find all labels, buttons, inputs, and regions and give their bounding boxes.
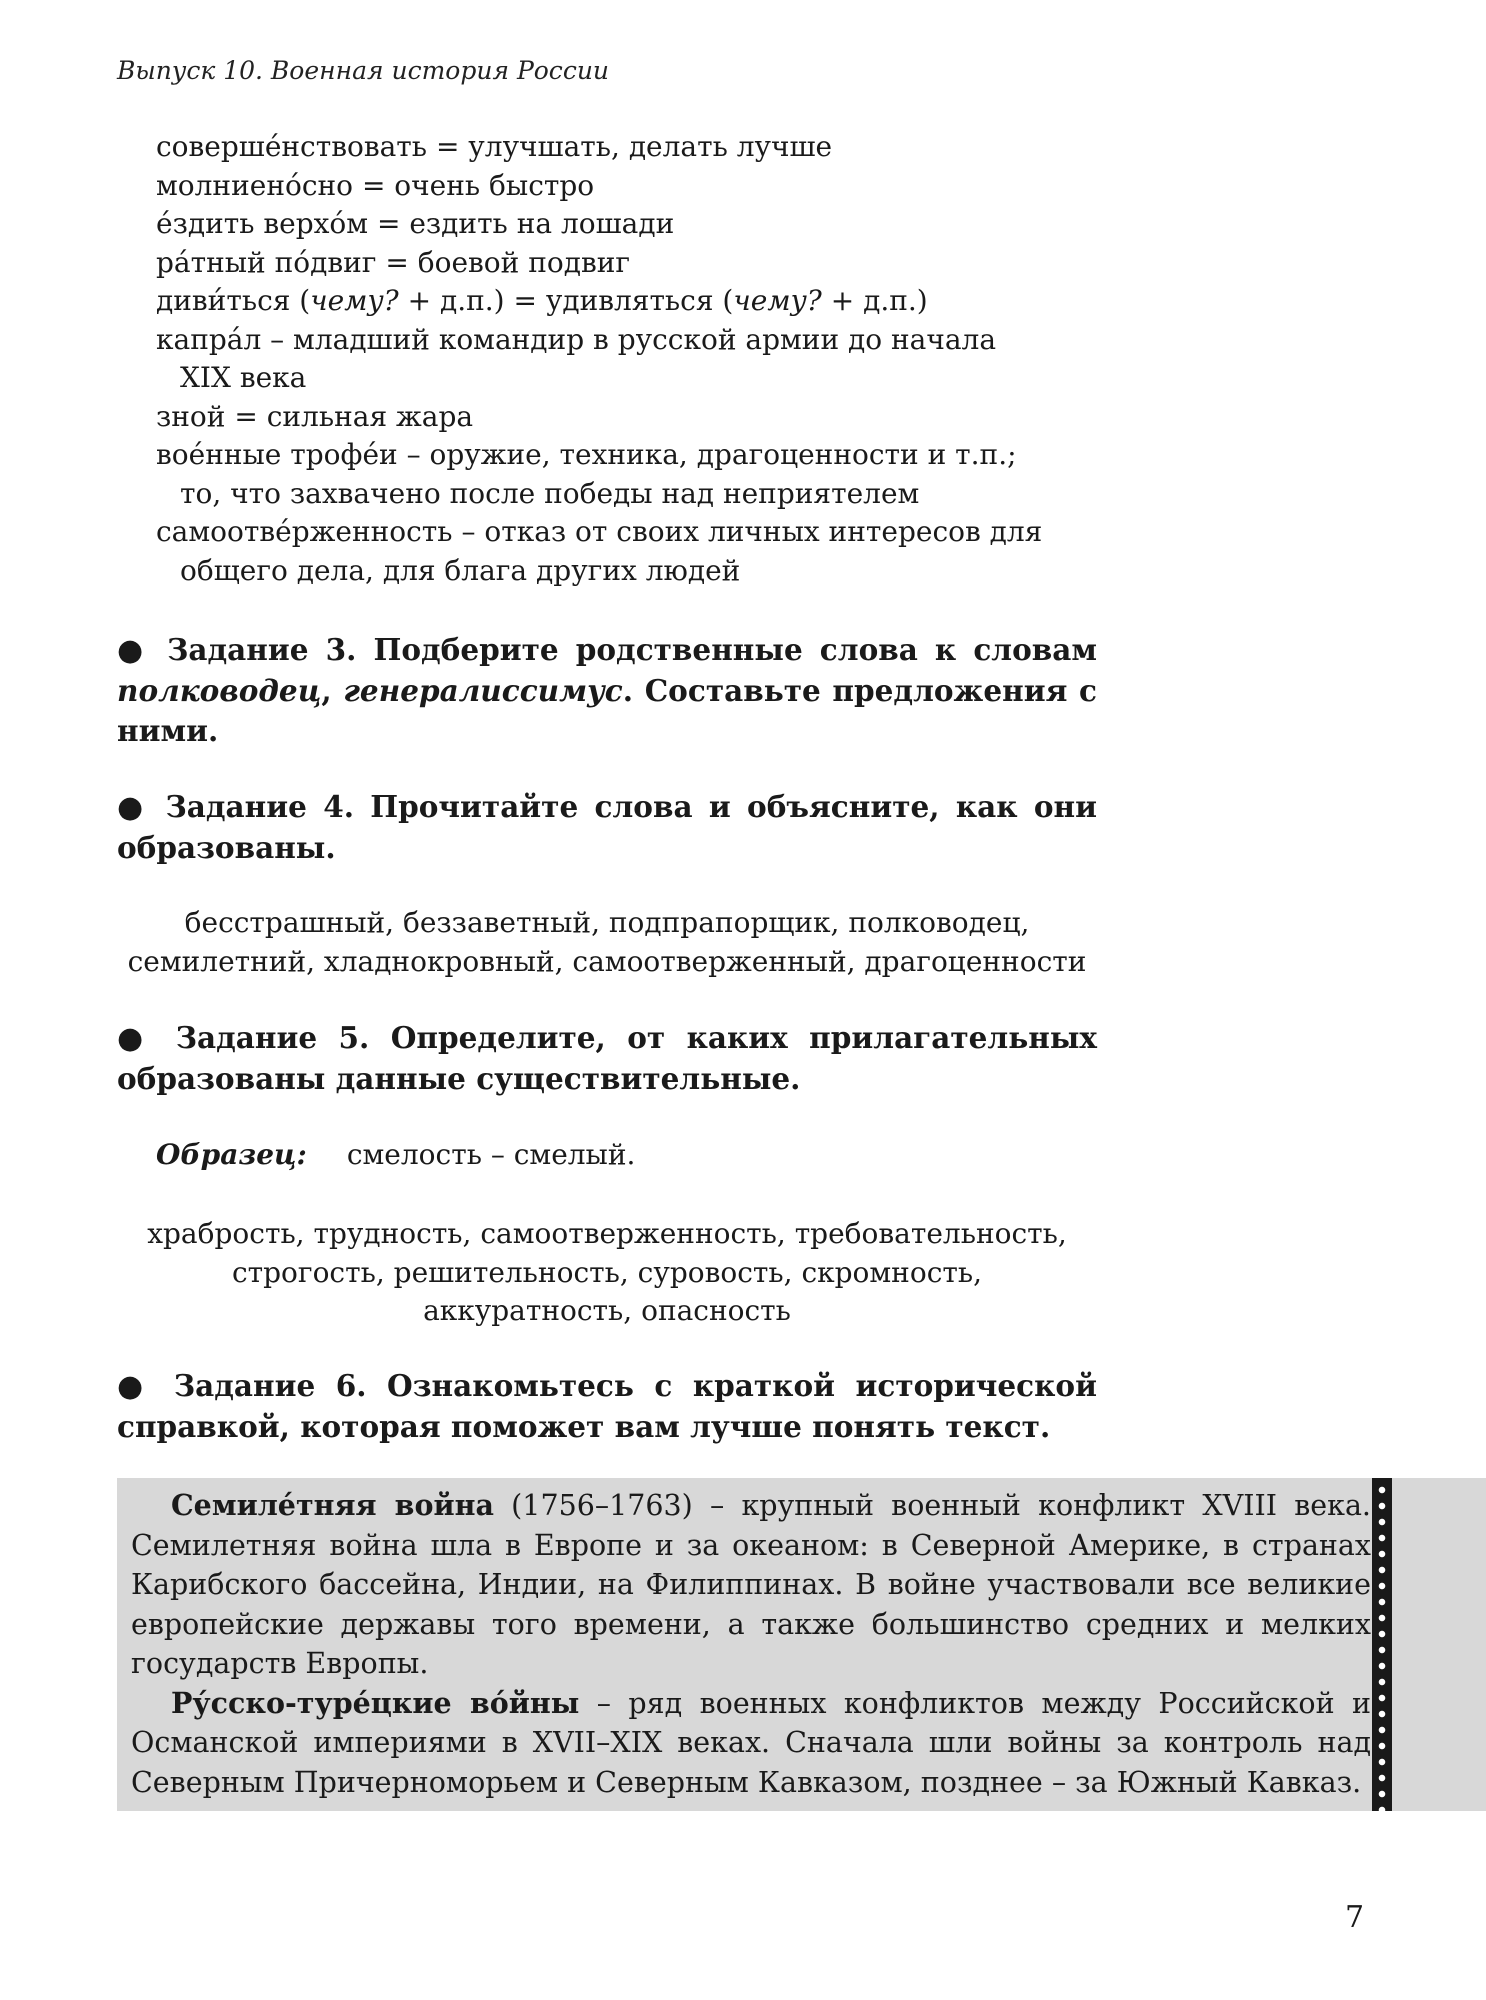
task-3-separator: , — [321, 673, 344, 708]
film-strip-decoration — [1372, 1478, 1392, 1811]
page-number: 7 — [1345, 1900, 1365, 1935]
vocab-item-continuation: то, что захвачено после победы над неприятелем — [180, 476, 920, 510]
vocab-question: чему? — [310, 284, 399, 317]
historical-note-box — [117, 1478, 1486, 1811]
running-header: Выпуск 10. Военная история России — [117, 56, 610, 85]
task-4 — [117, 787, 1097, 868]
task-3 — [117, 630, 1097, 751]
vocab-item: капра́л – младший командир в русской армии до начала — [156, 322, 997, 356]
bullet-icon: ● — [117, 1369, 154, 1404]
sample-text: смелость – смелый. — [346, 1138, 636, 1171]
vocab-text: + д.п.) — [821, 284, 928, 317]
vocab-item: соверше́нствовать = улучшать, делать лучше — [156, 130, 833, 163]
task-4-text: Задание 4. Прочитайте слова и объясните, как они образованы. — [117, 789, 1097, 865]
vocab-item: молниено́сно = очень быстро — [156, 168, 595, 202]
task-3-text: Задание 3. Подберите родственные слова к словам — [167, 632, 1097, 667]
task-6 — [117, 1366, 1097, 1447]
task-3-text: . Составьте предложения с ними. — [117, 673, 1097, 748]
vocabulary-list — [156, 128, 1156, 590]
definition: – ряд военных конфликтов между Российской и Османской империями в XVII–XIX веках. Сначала шли войны за контроль над Северным Причерноморьем и Северным Кавказом, позднее – за Южный Кавказ. — [131, 1686, 1371, 1799]
bullet-icon: ● — [117, 1021, 155, 1056]
task-5 — [117, 1018, 1097, 1099]
vocab-item-continuation: XIX века — [180, 361, 307, 394]
task-4-word-list — [117, 904, 1097, 981]
bullet-icon: ● — [117, 790, 150, 825]
task-3-word: генералиссимус — [343, 673, 623, 708]
vocab-item: ра́тный по́двиг = боевой подвиг — [156, 245, 631, 279]
task-3-word: полководец — [117, 673, 322, 708]
vocab-item: зной = сильная жара — [156, 399, 474, 433]
sample-label: Образец: — [156, 1138, 307, 1171]
sample — [156, 1136, 635, 1174]
word-line: семилетний, хладнокровный, самоотверженный, драгоценности — [127, 944, 1087, 978]
task-5-text: Задание 5. Определите, от каких прилагательных образованы данные существительные. — [117, 1020, 1097, 1096]
term: Ру́сско-туре́цкие во́йны — [171, 1685, 580, 1720]
vocab-item: е́здить верхо́м = ездить на лошади — [156, 207, 675, 240]
vocab-item — [156, 282, 1156, 321]
word-line: бесстрашный, беззаветный, подпрапорщик, полководец, — [184, 906, 1030, 939]
vocab-text: + д.п.) = удивляться ( — [398, 284, 734, 317]
vocab-word: диви́ться ( — [156, 284, 311, 317]
vocab-question: чему? — [733, 284, 822, 317]
vocab-item: самоотве́рженность – отказ от своих личных интересов для — [156, 515, 1043, 548]
definition: (1756–1763) – крупный военный конфликт XVIII века. Семилетняя война шла в Европе и за океаном: в Северной Америке, в странах Карибского бассейна, Индии, на Филиппинах. В войне участвовали все великие европейские державы того времени, а также большинство средних и мелких государств Европы. — [131, 1489, 1371, 1680]
term: Семиле́тняя война — [171, 1488, 494, 1522]
task-5-word-list — [117, 1215, 1097, 1331]
vocab-item-continuation: общего дела, для блага других людей — [180, 553, 741, 587]
word-line: аккуратность, опасность — [423, 1294, 791, 1327]
word-line: храбрость, трудность, самоотверженность, требовательность, — [147, 1217, 1067, 1250]
task-6-text: Задание 6. Ознакомьтесь с краткой исторической справкой, которая поможет вам лучше понять текст. — [117, 1368, 1097, 1444]
word-line: строгость, решительность, суровость, скромность, — [231, 1255, 983, 1289]
vocab-item: вое́нные трофе́и – оружие, техника, драгоценности и т.п.; — [156, 438, 1017, 471]
bullet-icon: ● — [117, 633, 150, 668]
historical-note-paragraph — [131, 1684, 1371, 1803]
historical-note-text — [131, 1486, 1371, 1802]
historical-note-paragraph — [131, 1486, 1371, 1684]
